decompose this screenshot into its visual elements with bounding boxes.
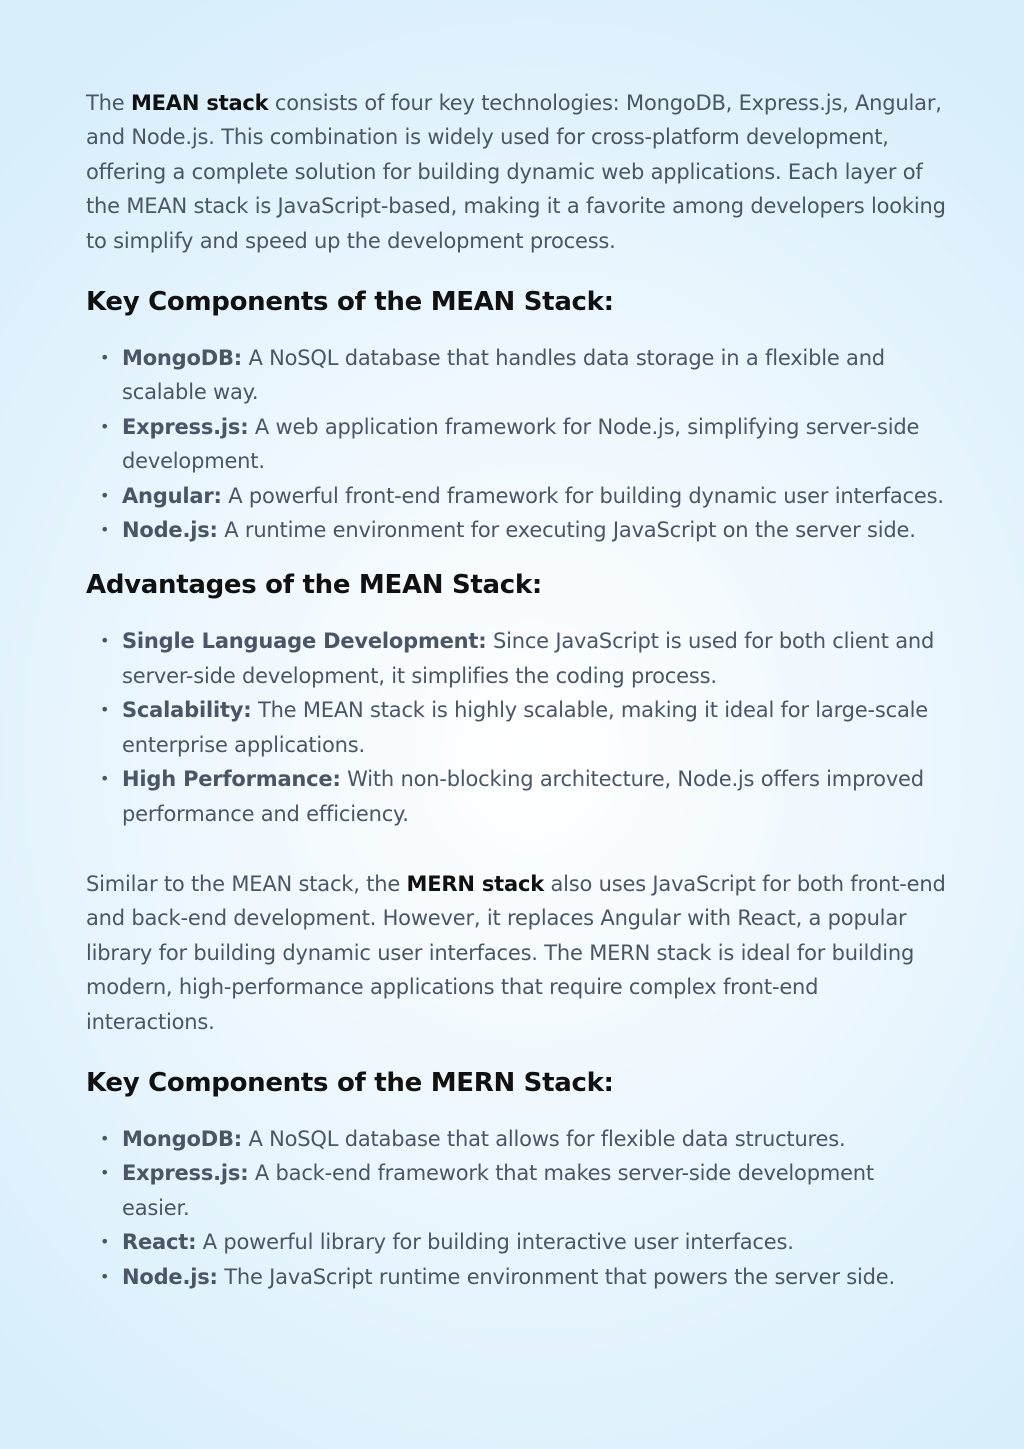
item-term: React: (122, 1230, 197, 1255)
item-text: With non-blocking architecture, Node.js offers improved performance and efficiency. (122, 767, 924, 826)
mern-suffix: also uses JavaScript for both front-end and back-end development. However, it replaces Angular with React, a popular library for building dynamic user interfaces. The MERN stack is ideal for building modern, high-performance applications that require complex front-end interactions. (86, 871, 946, 1034)
item-text: Since JavaScript is used for both client and server-side development, it simplifies the coding process. (122, 629, 935, 688)
mern-prefix: Similar to the MEAN stack, the (86, 871, 407, 896)
mern-components-heading: Key Components of the MERN Stack: (86, 1067, 614, 1098)
list-item (86, 479, 946, 513)
item-text: The JavaScript runtime environment that powers the server side. (217, 1264, 895, 1289)
list-item (86, 341, 946, 410)
item-text: A back-end framework that makes server-side development easier. (122, 1161, 874, 1220)
mean-components-heading: Key Components of the MEAN Stack: (86, 287, 614, 318)
item-text: A NoSQL database that allows for flexible data structures. (241, 1126, 846, 1151)
list-item (86, 1122, 946, 1156)
item-term: Scalability: (122, 698, 252, 723)
document-page (86, 86, 946, 1294)
item-term: MongoDB: (122, 346, 242, 371)
bullet-icon: • (100, 348, 110, 368)
mean-stack-keyword: MEAN stack (130, 91, 269, 115)
list-item (86, 693, 946, 762)
item-term: Express.js: (122, 1161, 249, 1186)
item-term: High Performance: (122, 767, 341, 792)
item-term: Angular: (122, 483, 222, 508)
bullet-icon: • (100, 520, 110, 540)
bullet-icon: • (100, 1128, 110, 1148)
bullet-icon: • (100, 416, 110, 436)
list-item (86, 1225, 946, 1259)
intro-suffix: consists of four key technologies: MongoDB, Express.js, Angular, and Node.js. This combination is widely used for cross-platform development, offering a complete solution for building dynamic web applications. Each layer of the MEAN stack is JavaScript-based, making it a favorite among developers looking to simplify and speed up the development process. (86, 91, 946, 253)
item-term: Node.js: (122, 518, 218, 543)
list-item (86, 762, 946, 831)
mean-advantages-list (86, 624, 946, 830)
item-term: Express.js: (122, 414, 249, 439)
bullet-icon: • (100, 700, 110, 720)
item-text: The MEAN stack is highly scalable, making it ideal for large-scale enterprise applications. (122, 698, 929, 757)
list-item (86, 624, 946, 693)
bullet-icon: • (100, 631, 110, 651)
bullet-icon: • (100, 1163, 110, 1183)
bullet-icon: • (100, 769, 110, 789)
item-text: A powerful library for building interactive user interfaces. (196, 1230, 794, 1255)
list-item (86, 410, 946, 479)
item-term: Node.js: (122, 1264, 218, 1289)
bullet-icon: • (100, 485, 110, 505)
intro-prefix: The (86, 91, 131, 115)
mern-components-list (86, 1122, 946, 1294)
mern-paragraph (86, 867, 946, 1039)
bullet-icon: • (100, 1232, 110, 1252)
list-item (86, 1260, 946, 1294)
item-term: MongoDB: (122, 1126, 242, 1151)
list-item (86, 1156, 946, 1225)
item-term: Single Language Development: (122, 629, 487, 654)
mern-stack-keyword: MERN stack (406, 871, 544, 896)
item-text: A NoSQL database that handles data storage in a flexible and scalable way. (122, 346, 885, 405)
bullet-icon: • (100, 1266, 110, 1286)
mean-components-list (86, 341, 946, 547)
item-text: A runtime environment for executing JavaScript on the server side. (217, 518, 916, 543)
item-text: A powerful front-end framework for building dynamic user interfaces. (221, 483, 944, 508)
list-item (86, 513, 946, 547)
item-text: A web application framework for Node.js, simplifying server-side development. (122, 414, 920, 474)
mean-advantages-heading: Advantages of the MEAN Stack: (86, 570, 542, 601)
intro-paragraph (86, 86, 946, 258)
